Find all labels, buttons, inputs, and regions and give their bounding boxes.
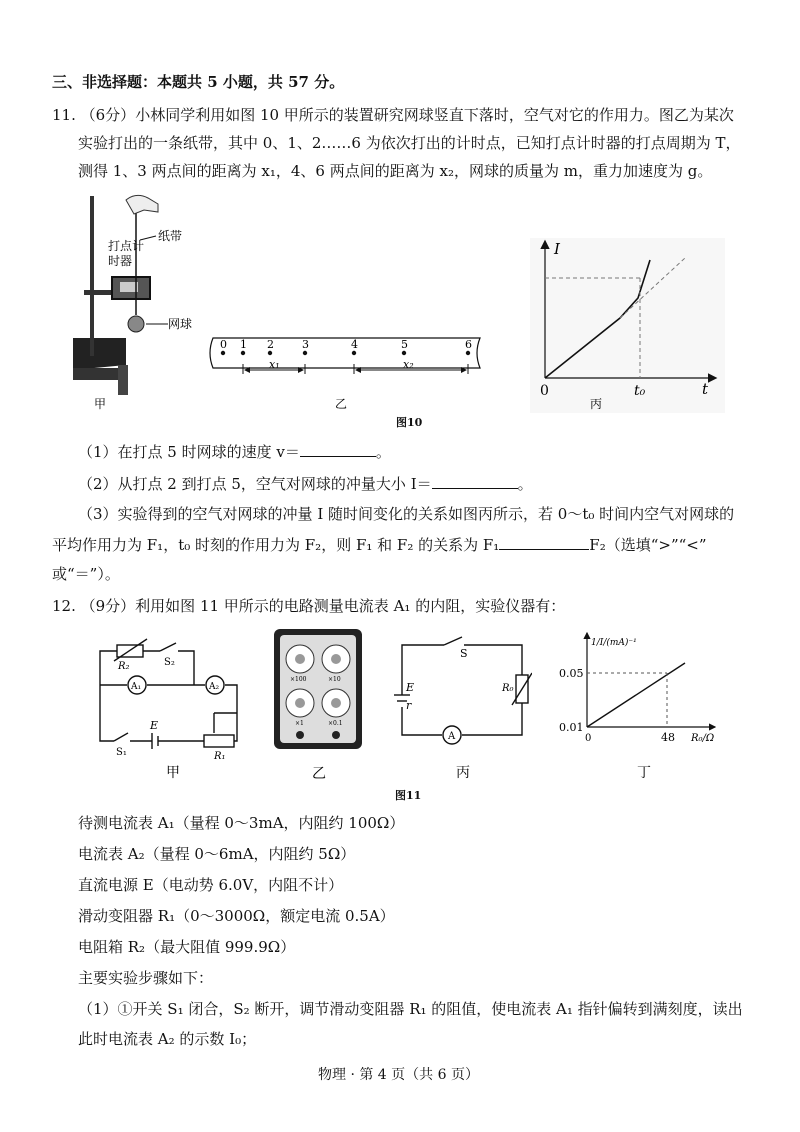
it-ylabel: I — [554, 240, 560, 258]
fig11-ding-sub: 丁 — [637, 765, 651, 781]
tape-x1-label: x₁ — [269, 358, 280, 371]
circuit-r1-label: R₁ — [214, 751, 226, 762]
ding-ylabel: 1/I/(mA)⁻¹ — [591, 638, 637, 648]
equip-item-2: 电流表 A₂（量程 0～6mA，内阻约 5Ω） — [78, 845, 356, 863]
q11-line-3: 测得 1、3 两点间的距离为 x₁，4、6 两点间的距离为 x₂，网球的质量为 m，重力加速度为 g。 — [78, 162, 713, 180]
q11-number: 11. — [52, 106, 76, 124]
q11-sub3-line-1: （3）实验得到的空气对网球的冲量 I 随时间变化的关系如图丙所示，若 0～t₀ 时间内空气对网球的 — [78, 505, 735, 523]
fig11-circuit-bing — [392, 635, 532, 785]
q11-sub2 — [78, 472, 533, 495]
equip-item-4: 滑动变阻器 R₁（0～3000Ω，额定电流 0.5A） — [78, 907, 395, 925]
fig10-apparatus — [68, 190, 208, 415]
fig11-caption: 图11 — [395, 789, 422, 802]
section-heading: 三、非选择题：本题共 5 小题，共 57 分。 — [52, 73, 345, 91]
bing-e-label: E — [406, 681, 415, 694]
ding-y-005: 0.05 — [559, 667, 584, 680]
knob-x100: ×100 — [290, 676, 307, 683]
circuit-s2-label: S₂ — [164, 657, 175, 668]
tape-dot-1 — [241, 351, 245, 355]
q11-sub1-text: （1）在打点 5 时网球的速度 v＝ — [78, 443, 300, 461]
tape-label-4: 4 — [351, 338, 358, 351]
equip-item-3: 直流电源 E（电动势 6.0V，内阻不计） — [78, 876, 344, 894]
fig11-circuit-jia — [92, 633, 242, 783]
tape-label-3: 3 — [302, 338, 309, 351]
knob-x1: ×1 — [295, 720, 304, 727]
ding-xlabel: R₀/Ω — [691, 733, 715, 744]
q12-intro — [52, 595, 565, 617]
q11-sub3-line-3: 或“＝”）。 — [52, 565, 120, 583]
bing-s-label: S — [460, 647, 468, 660]
steps-heading: 主要实验步骤如下： — [78, 969, 214, 987]
fig11-bing-sub: 丙 — [456, 765, 470, 781]
q11-sub2-text: （2）从打点 2 到打点 5，空气对网球的冲量大小 I＝ — [78, 475, 432, 493]
tape-dot-3 — [303, 351, 307, 355]
bing-r0-label: R₀ — [502, 683, 514, 694]
tape-dot-0 — [221, 351, 225, 355]
fig10-bing-sub: 丙 — [590, 397, 603, 411]
circuit-r2-label: R₂ — [118, 661, 130, 672]
it-t0: t₀ — [634, 383, 646, 399]
fig11-resistance-box — [270, 625, 370, 785]
step1-line-2: 此时电流表 A₂ 的示数 I₀； — [78, 1030, 257, 1048]
circuit-e-label: E — [150, 719, 159, 732]
label-timer: 打点计 — [108, 239, 145, 253]
stand-rod — [90, 196, 94, 356]
it-xlabel: t — [702, 380, 709, 398]
circuit-a1-label: A₁ — [131, 682, 142, 692]
label-ball: 网球 — [168, 317, 193, 331]
q11-sub1-end: 。 — [375, 443, 391, 461]
knob-x10: ×10 — [328, 676, 341, 683]
bing-a-label: A — [448, 731, 456, 742]
q11-points: （6分） — [80, 106, 136, 124]
tape-label-5: 5 — [401, 338, 408, 351]
circuit-a2-label: A₂ — [209, 682, 220, 692]
bing-r-label: r — [406, 699, 412, 712]
hand-icon — [126, 195, 158, 214]
ding-origin: 0 — [585, 733, 592, 744]
tape-dot-6 — [466, 351, 470, 355]
fig10-yi-sub: 乙 — [335, 397, 348, 411]
tennis-ball-icon — [128, 316, 144, 332]
q11-sub1-blank[interactable] — [300, 440, 376, 457]
fig11-graph-ding — [555, 625, 725, 785]
q11-text-1: 小林同学利用如图 10 甲所示的装置研究网球竖直下落时，空气对它的作用力。图乙为某次 — [135, 106, 734, 124]
it-origin: 0 — [540, 383, 549, 399]
q11-line-2: 实验打出的一条纸带，其中 0、1、2……6 为依次打出的计时点，已知打点计时器的打点周期为 T， — [78, 134, 741, 152]
equip-item-5: 电阻箱 R₂（最大阻值 999.9Ω） — [78, 938, 296, 956]
q11-sub3-blank[interactable] — [499, 533, 589, 550]
tape-label-6: 6 — [465, 338, 472, 351]
tape-dot-4 — [352, 351, 356, 355]
q12-intro-text: （9分）利用如图 11 甲所示的电路测量电流表 A₁ 的内阻，实验仪器有： — [80, 597, 566, 615]
fig10-caption: 图10 — [396, 416, 423, 429]
ding-y-001: 0.01 — [559, 721, 584, 734]
fig11-yi-sub: 乙 — [312, 766, 326, 782]
equip-item-1: 待测电流表 A₁（量程 0～3mA，内阻约 100Ω） — [78, 814, 405, 832]
tape-label-2: 2 — [267, 338, 274, 351]
label-tape: 纸带 — [158, 229, 183, 243]
page-footer: 物理 · 第 4 页（共 6 页） — [318, 1067, 479, 1083]
q11-line-1 — [52, 104, 734, 126]
q12-number: 12. — [52, 597, 76, 615]
label-timer-2: 时器 — [108, 254, 133, 268]
tape-x2-label: x₂ — [403, 358, 414, 371]
q11-sub2-end: 。 — [517, 475, 533, 493]
tape-label-0: 0 — [220, 338, 227, 351]
ding-x-48: 48 — [661, 731, 675, 744]
q11-sub3-options: F₂（选填“>”“<” — [589, 536, 707, 554]
q11-sub1 — [78, 440, 391, 463]
knob-x01: ×0.1 — [328, 720, 343, 727]
q11-sub3-line-2 — [52, 533, 707, 556]
q11-sub3-text: 平均作用力为 F₁，t₀ 时刻的作用力为 F₂，则 F₁ 和 F₂ 的关系为 F₁ — [52, 536, 500, 554]
tape-dot-5 — [402, 351, 406, 355]
fig10-tape — [205, 330, 495, 415]
tape-dot-2 — [268, 351, 272, 355]
fig10-jia-sub: 甲 — [94, 397, 107, 411]
circuit-s1-label: S₁ — [116, 747, 127, 758]
fig11-jia-sub: 甲 — [166, 765, 180, 781]
step1-line-1: （1）①开关 S₁ 闭合，S₂ 断开，调节滑动变阻器 R₁ 的阻值，使电流表 A₁ 指针偏转到满刻度，读出 — [78, 1000, 743, 1018]
fig10-it-graph — [530, 238, 725, 413]
tape-label-1: 1 — [240, 338, 247, 351]
q11-sub2-blank[interactable] — [432, 472, 518, 489]
